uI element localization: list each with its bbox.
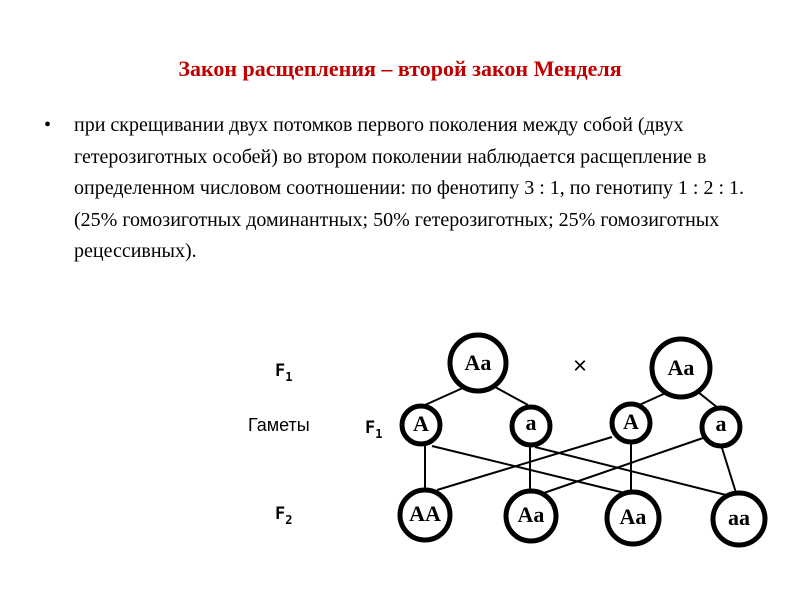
cross-symbol: ×: [572, 352, 588, 380]
line-parent1-gamete-a: [495, 387, 528, 405]
line-parent2-gamete-A: [637, 392, 668, 406]
gamete-node: [512, 407, 550, 445]
offspring-genotype: AA: [409, 501, 441, 527]
gamete-allele: A: [413, 411, 429, 437]
gamete-node: [402, 406, 440, 444]
line-ga2-Aa1: [538, 438, 703, 495]
line-ga1-aa: [535, 447, 730, 496]
parent-node: [450, 335, 506, 391]
bullet-text: при скрещивании двух потомков первого поколения между собой (двух гетерозиготных особей) во втором поколении наблюдается расщепление в определенном числовом соотношении: по фенотипу 3 : 1, по генотипу 1 : 2 : 1. (25% гомозиготных доминантных; 50% гетерозиготных; 25% гомозиготных рецессивных).: [74, 114, 745, 262]
parent-genotype: Aa: [667, 355, 695, 381]
parent-node: [652, 339, 710, 397]
offspring-node: [607, 492, 659, 544]
gamete-allele: A: [623, 409, 639, 435]
gamete-node: [702, 408, 740, 446]
slide-title: Закон расщепления – второй закон Менделя: [178, 56, 622, 81]
offspring-genotype: aa: [728, 505, 750, 531]
cross-lines: [425, 387, 737, 496]
offspring-genotype: Aa: [517, 502, 545, 528]
bullet-marker: •: [44, 114, 52, 136]
gamete-allele: a: [715, 411, 727, 437]
gamete-allele: a: [525, 410, 537, 436]
gametes-label: Гаметы: [248, 415, 310, 435]
f2-label: $F_2$: [275, 504, 293, 527]
offspring-node: [506, 491, 556, 541]
parent-genotype: Aa: [464, 350, 492, 376]
line-parent1-gamete-A: [425, 387, 465, 405]
line-ga2-aa: [722, 448, 737, 496]
gametes-f1-label: $F_1$: [365, 418, 383, 441]
offspring-node: [713, 493, 765, 545]
f1-label: $F_1$: [275, 361, 293, 384]
line-parent2-gamete-a: [698, 392, 718, 408]
offspring-genotype: Aa: [619, 504, 647, 530]
offspring-node: [400, 490, 450, 540]
gamete-node: [612, 404, 650, 442]
